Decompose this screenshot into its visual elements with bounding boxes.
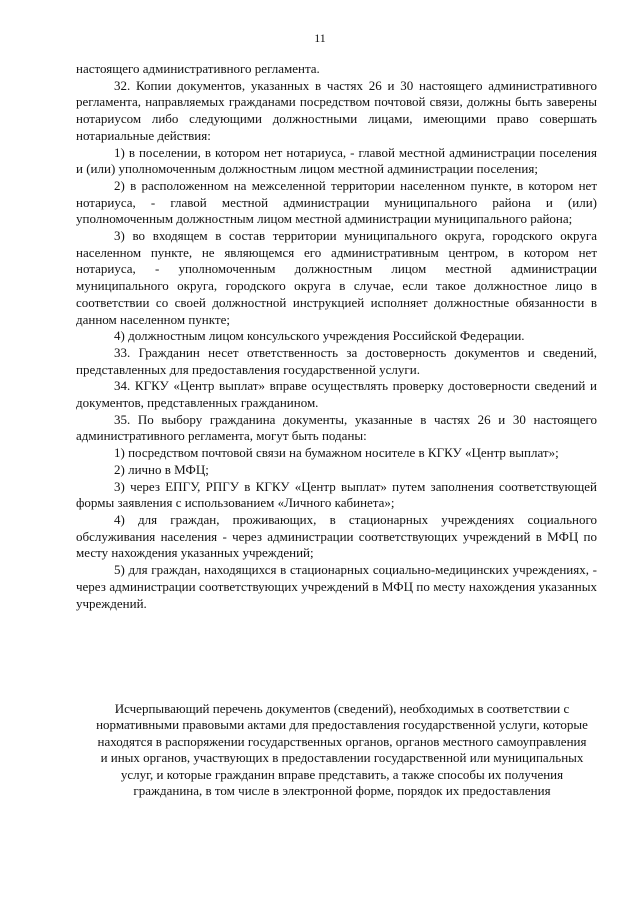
paragraph-35-item-2: 2) лично в МФЦ;: [114, 461, 209, 477]
paragraph-35-item-3: 3) через ЕПГУ, РПГУ в КГКУ «Центр выплат» путем заполнения соответствующей формы заявления с использованием «Личного кабинета»;: [76, 478, 597, 511]
paragraph-35-item-5: 5) для граждан, находящихся в стационарных социально-медицинских учреждениях, - через администрации соответствующих учреждений в МФЦ по месту нахождения указанных учреждений.: [76, 562, 597, 611]
paragraph-32-item-1: 1) в поселении, в котором нет нотариуса, - главой местной администрации поселения и (или) уполномоченным должностным лицом местной администрации поселения;: [76, 144, 597, 177]
paragraph-34: 34. КГКУ «Центр выплат» вправе осуществлять проверку достоверности сведений и документов, представленных гражданином.: [76, 378, 597, 411]
paragraph-35-item-1: 1) посредством почтовой связи на бумажном носителе в КГКУ «Центр выплат»;: [114, 445, 559, 461]
paragraph-continuation: настоящего административного регламента.: [76, 61, 320, 76]
paragraph-32-item-4: 4) должностным лицом консульского учреждения Российской Федерации.: [114, 328, 525, 344]
document-body: [76, 61, 597, 612]
paragraph-35: 35. По выбору гражданина документы, указанные в частях 26 и 30 настоящего административного регламента, могут быть поданы:: [76, 411, 597, 444]
paragraph-33: 33. Гражданин несет ответственность за достоверность документов и сведений, представленных для предоставления государственной услуги.: [76, 344, 597, 377]
page-number: 11: [314, 31, 326, 45]
paragraph-35-item-4: 4) для граждан, проживающих, в стационарных учреждениях социального обслуживания населения - через администрации соответствующих учреждений в МФЦ по месту нахождения указанных учреждений;: [76, 511, 597, 561]
paragraph-32-item-2: 2) в расположенном на межселенной территории населенном пункте, в котором нет нотариуса, - главой местной администрации муниципального района и (или) уполномоченным должностным лицом местной администрации муниципального района;: [76, 177, 597, 227]
section-heading: Исчерпывающий перечень документов (сведений), необходимых в соответствии с нормативными правовыми актами для предоставления государственной услуги, которые находятся в распоряжении государственных органов, органов местного самоуправления и иных органов, участвующих в предоставлении государственной или муниципальных услуг, и которые гражданин вправе представить, а также способы их получения гражданина, в том числе в электронной форме, порядок их предоставления: [96, 701, 588, 799]
paragraph-32: 32. Копии документов, указанных в частях 26 и 30 настоящего административного регламента, направляемых гражданами посредством почтовой связи, должны быть заверены нотариусом либо следующими должностными лицами, имеющими право совершать нотариальные действия:: [76, 77, 597, 143]
paragraph-32-item-3: 3) во входящем в состав территории муниципального округа, городского округа населенном пункте, не являющемся его административным центром, в котором нет нотариуса, - уполномоченным должностным лицом местной администрации муниципального округа, городского округа в случае, если такое должностное лицо в соответствии со своей должностной инструкцией исполняет должностные обязанности в данном населенном пункте;: [76, 228, 597, 327]
